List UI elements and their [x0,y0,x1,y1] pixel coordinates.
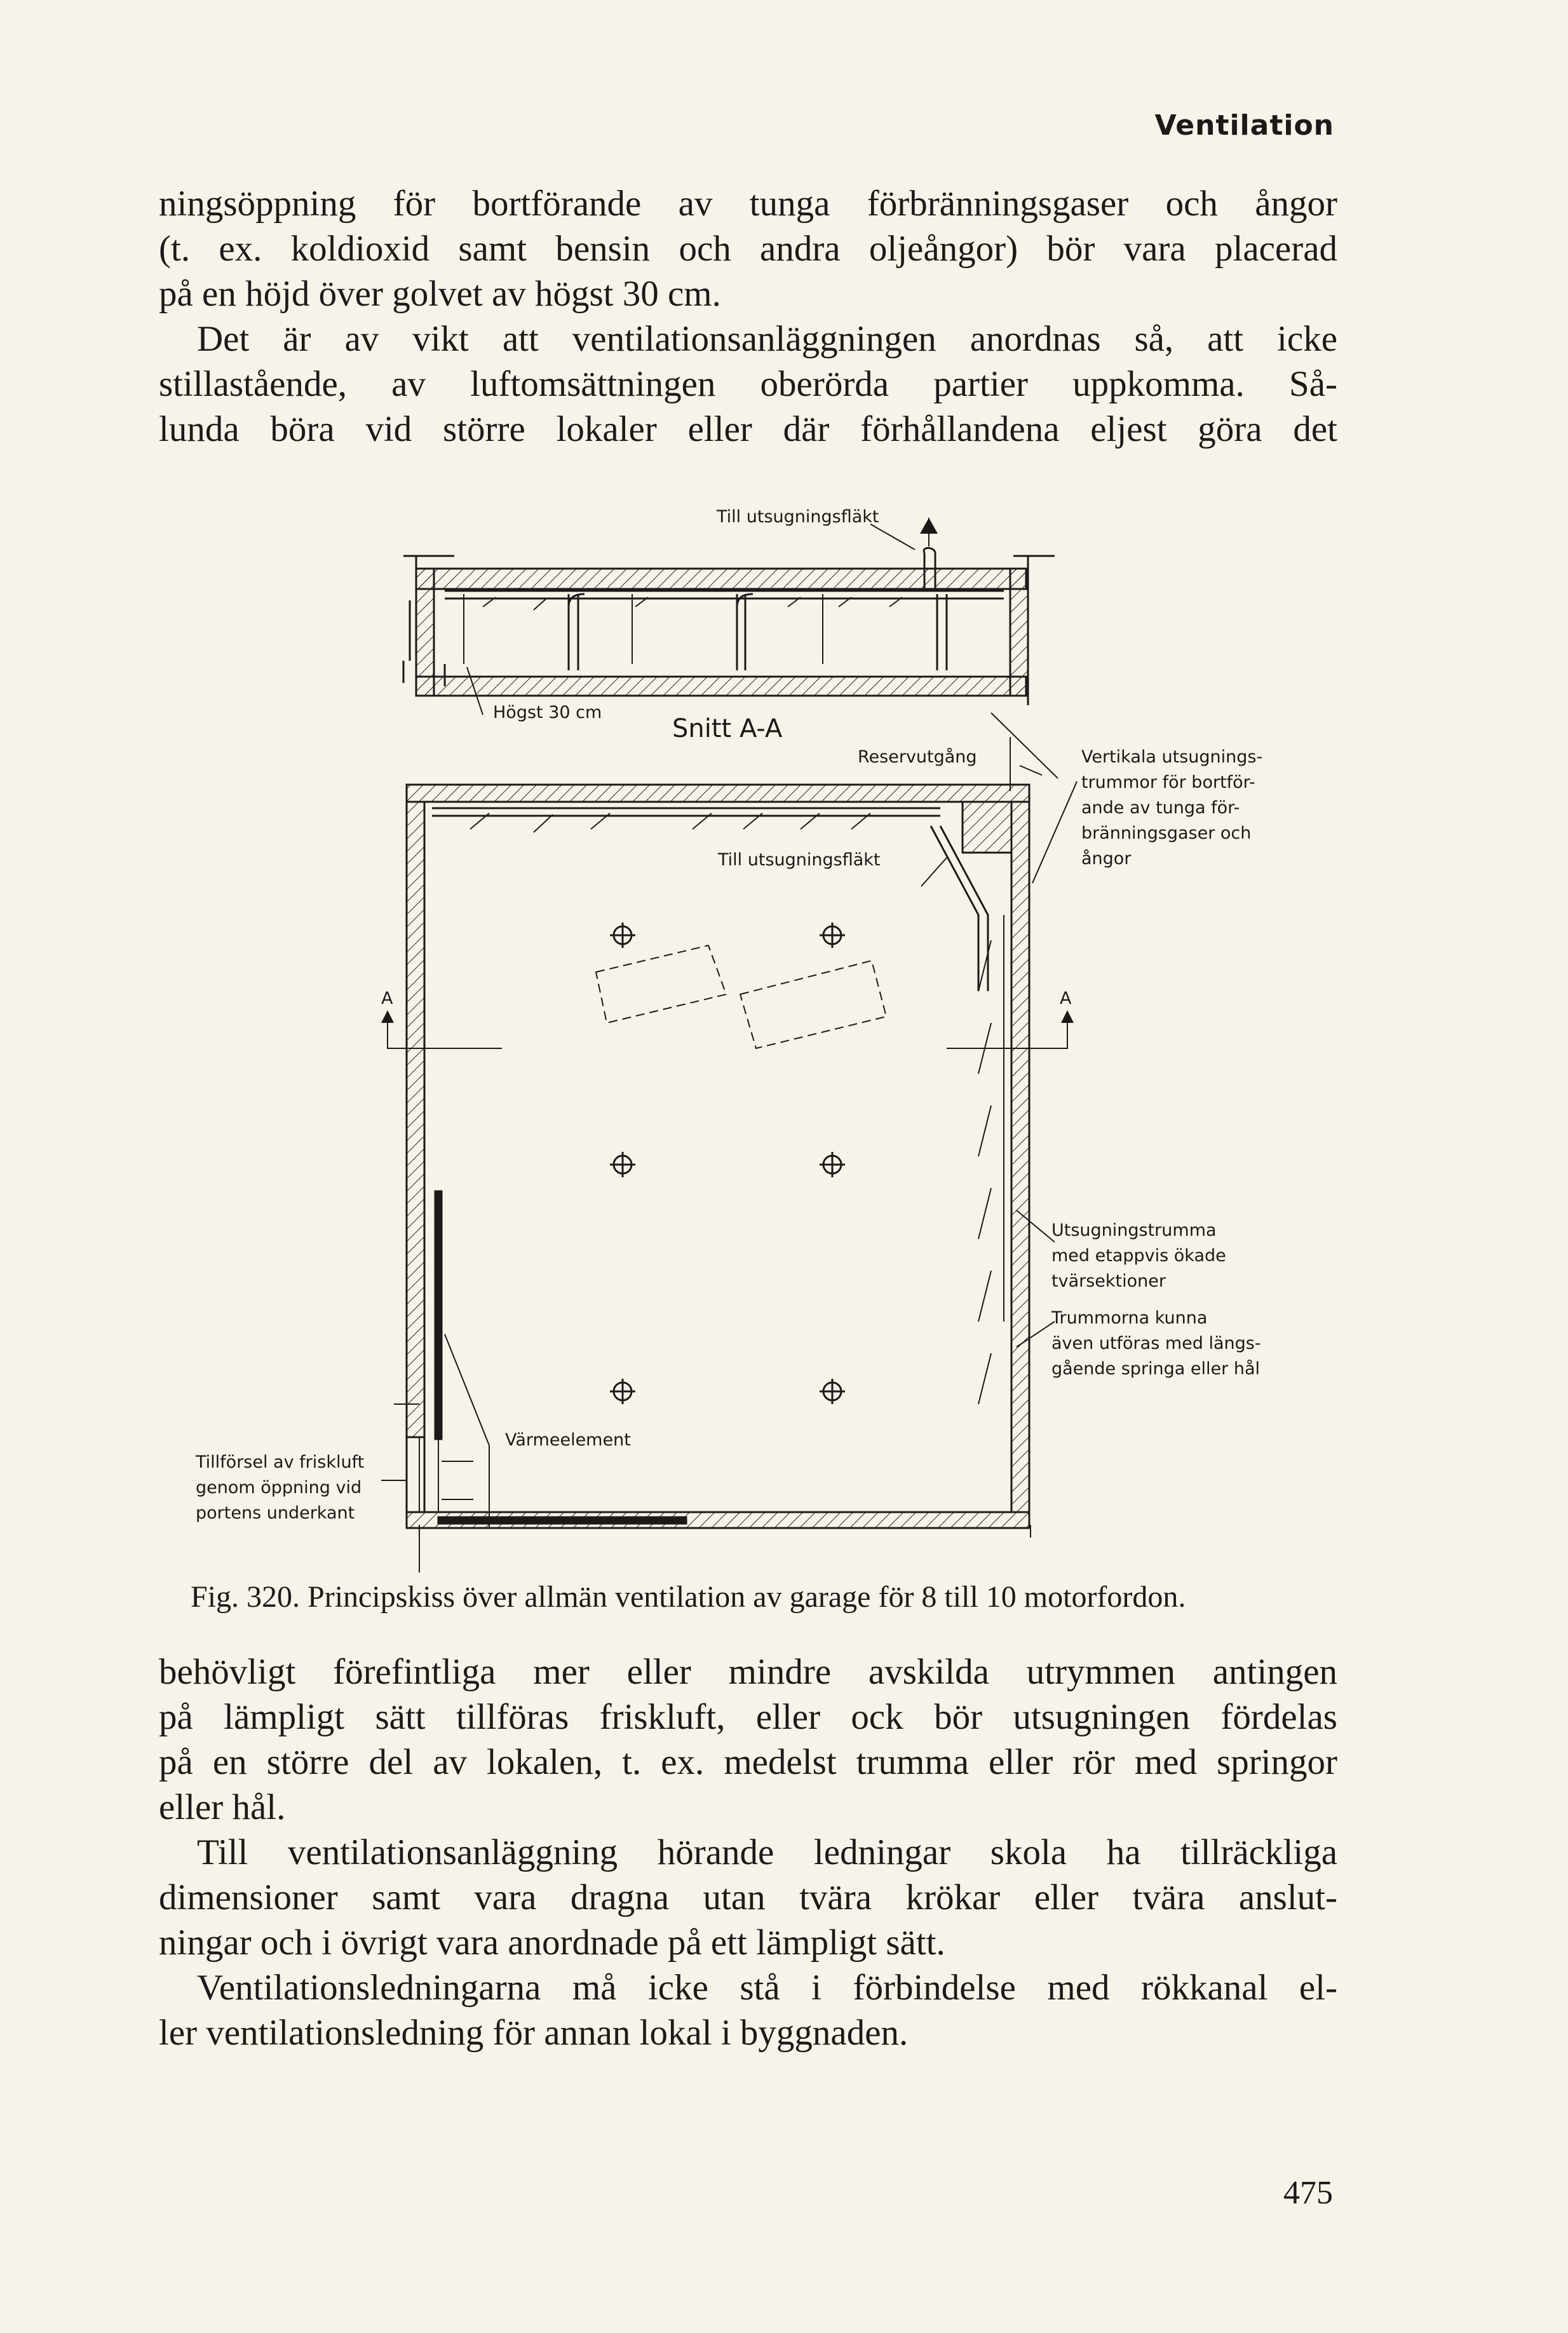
section-right-wall [1010,569,1028,696]
text-line: behövligt förefintliga mer eller mindre avskilda utrymmen antingen [159,1652,1337,1692]
section-marker-left [388,1017,502,1048]
label-line: Vertikala utsugnings- [1081,747,1263,767]
plan-inner-wall [424,802,1011,1512]
label-line: även utföras med längs- [1051,1334,1261,1353]
plan-left-wall [407,802,424,1437]
label-till-utsugningsflakt-plan: Till utsugningsfläkt [718,850,881,870]
text-line: Det är av vikt att ventilationsanläggningen anordnas så, att icke [197,319,1337,359]
label-line: med etappvis ökade [1051,1246,1226,1266]
section-left-wall [416,569,434,696]
text-line: ningsöppning för bortförande av tunga förbränningsgaser och ångor [159,184,1337,224]
radiator-bottom [438,1517,686,1524]
label-utsugningstrumma [1051,1221,1226,1291]
label-line: trummor för bortför- [1081,773,1255,792]
text-line: ler ventilationsledning för annan lokal i byggnaden. [159,2013,909,2053]
label-till-utsugningsflakt: Till utsugningsfläkt [717,507,879,527]
label-reservutgang: Reservutgång [858,747,977,767]
plan-outer-wall [407,785,1029,1528]
label-section-a-left: A [381,989,393,1008]
label-section-a-right: A [1060,989,1072,1008]
text-line: Till ventilationsanläggning hörande ledningar skola ha tillräckliga [197,1832,1337,1872]
label-trummorna [1051,1308,1261,1379]
text-line: på en större del av lokalen, t. ex. medelst trumma eller rör med springor [159,1742,1337,1782]
text-line: på lämpligt sätt tillföras friskluft, eller ock bör utsugningen fördelas [159,1697,1337,1737]
label-line: Utsugningstrumma [1051,1221,1217,1240]
running-header: Ventilation [1154,109,1334,142]
label-tillforsel [195,1452,364,1523]
label-line: ångor [1081,849,1132,869]
text-line: eller hål. [159,1787,286,1827]
label-hogst-30: Högst 30 cm [493,703,602,722]
label-line: portens underkant [196,1503,355,1523]
label-line: Trummorna kunna [1051,1308,1208,1328]
label-vertikala-trummor [1081,747,1262,869]
label-line: ande av tunga för- [1081,798,1240,818]
label-line: bränningsgaser och [1081,823,1252,843]
body-text-bottom [159,1649,1337,2055]
plan-view [381,713,1077,1572]
label-line: Tillförsel av friskluft [196,1452,365,1472]
radiator-element [435,1191,442,1439]
text-line: lunda böra vid större lokaler eller där förhållandena eljest göra det [159,409,1337,449]
page-number: 475 [1283,2175,1333,2211]
label-line: gående springa eller hål [1051,1359,1260,1379]
car-outline [596,945,726,1023]
label-line: genom öppning vid [196,1478,362,1498]
text-line: dimensioner samt vara dragna utan tvära krökar eller tvära anslut- [159,1877,1337,1917]
door-opening [407,1437,424,1512]
figure-caption: Fig. 320. Principskiss över allmän ventilation av garage för 8 till 10 motorfordon. [191,1580,1186,1614]
text-line: ningar och i övrigt vara anordnade på ett lämpligt sätt. [159,1923,945,1963]
car-outline [740,961,886,1048]
ceiling-lamps [610,923,845,1404]
label-line: tvärsektioner [1051,1271,1166,1291]
text-line: Ventilationsledningarna må icke stå i förbindelse med rökkanal el- [197,1968,1337,2008]
plan-top-wall [407,785,1029,802]
text-line: stillastående, av luftomsättningen oberörda partier uppkomma. Så- [159,364,1337,404]
label-varmeelement: Värmeelement [505,1430,631,1450]
vertical-exhaust-ducts [569,594,947,670]
floor-slab-section [416,677,1026,696]
reserve-exit [963,802,1011,853]
label-snitt-a-a: Snitt A-A [672,714,783,743]
plan-right-wall [1011,802,1029,1512]
text-line: (t. ex. koldioxid samt bensin och andra oljeångor) bör vara placerad [159,229,1337,269]
section-marker-right [947,1017,1067,1048]
text-line: på en höjd över golvet av högst 30 cm. [159,274,721,314]
section-a-a [403,518,1055,715]
